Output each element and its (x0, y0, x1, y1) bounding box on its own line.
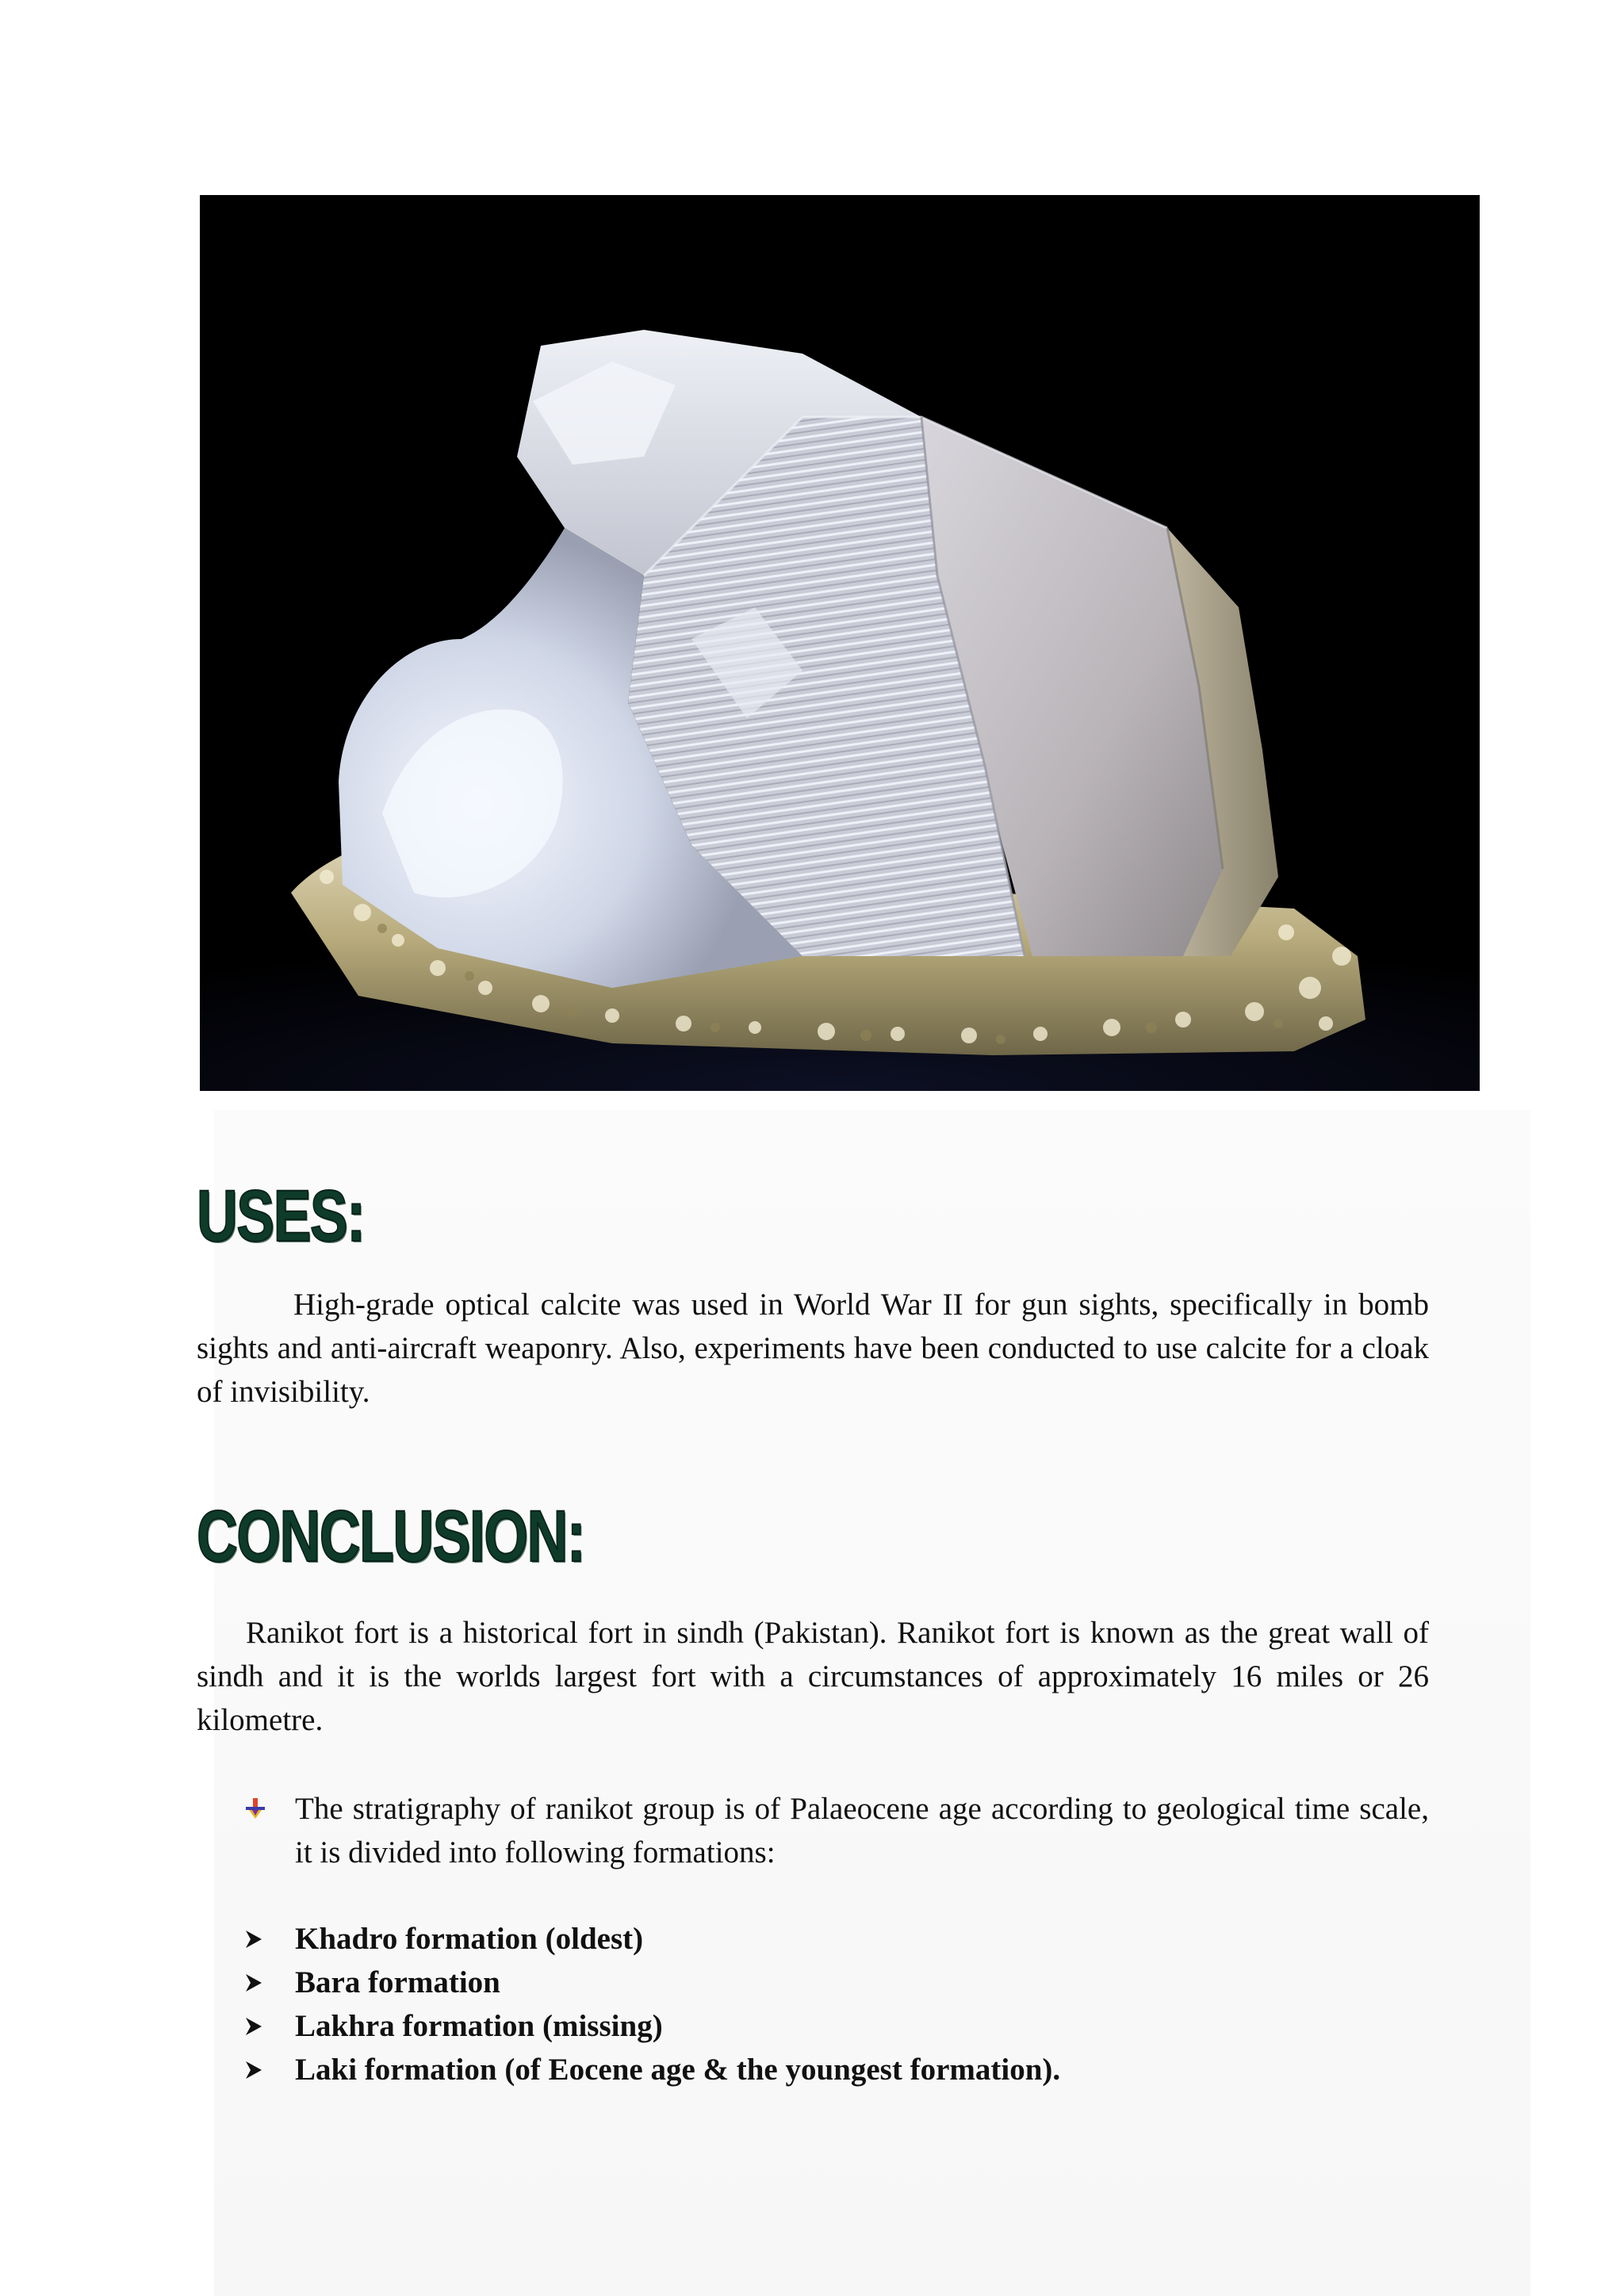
calcite-crystal-illustration (200, 195, 1480, 1091)
formation-item-bara: Bara formation (295, 1965, 500, 1999)
list-item (197, 2048, 1429, 2091)
formation-list (197, 1917, 1429, 2091)
arrowhead-bullet-icon (246, 2061, 262, 2079)
stratigraphy-text: The stratigraphy of ranikot group is of Palaeocene age according to geological time scale, it is divided into following formations: (295, 1792, 1429, 1869)
formation-item-khadro: Khadro formation (oldest) (295, 1922, 644, 1956)
calcite-crystal-photo (200, 195, 1480, 1091)
arrowhead-bullet-icon (246, 1974, 262, 1992)
bullet-item (197, 1787, 1429, 1874)
formation-item-lakhra: Lakhra formation (missing) (295, 2009, 663, 2043)
list-item (197, 1917, 1429, 1961)
conclusion-paragraph: Ranikot fort is a historical fort in sindh (Pakistan). Ranikot fort is known as the great wall of sindh and it is the worlds largest fort with a circumstances of approximately 16 miles or 26 kilometre. (197, 1616, 1429, 1737)
arrowhead-bullet-icon (246, 2018, 262, 2035)
list-item (197, 1961, 1429, 2004)
list-item (197, 2004, 1429, 2048)
uses-paragraph: High-grade optical calcite was used in World War II for gun sights, specifically in bomb sights and anti-aircraft weaponry. Also, experiments have been conducted to use calcite for a cloak of invisibility. (197, 1288, 1429, 1409)
formation-item-laki: Laki formation (of Eocene age & the youngest formation). (295, 2053, 1061, 2087)
arrowhead-bullet-icon (246, 1931, 262, 1948)
stratigraphy-bullet (197, 1787, 1429, 1874)
multicolor-down-arrow-icon (246, 1798, 265, 1819)
uses-heading: USES: (197, 1176, 365, 1257)
conclusion-heading: CONCLUSION: (197, 1496, 585, 1577)
